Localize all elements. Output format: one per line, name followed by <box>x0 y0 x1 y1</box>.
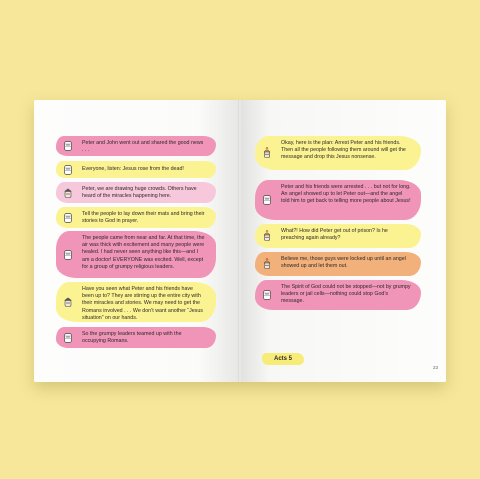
right-page <box>241 100 446 382</box>
scripture-reference: Acts 5 <box>262 353 304 365</box>
bubble-text: Okay, here is the plan: Arrest Peter and his friends. Then all the people following them around will get the message and drop this Jesus nonsense. <box>281 140 406 161</box>
speech-bubble <box>56 182 216 203</box>
roman-soldier-icon <box>261 230 273 242</box>
wrapped-character-icon <box>62 332 74 344</box>
speech-bubble <box>255 280 421 310</box>
wrapped-character-icon <box>62 164 74 176</box>
bubble-text: Everyone, listen: Jesus rose from the dead! <box>82 166 184 172</box>
bubble-text: Peter and his friends were arrested . . . but not for long. An angel showed up to let Peter out—and the angel told him to get back to telling more people about Jesus! <box>281 184 411 205</box>
bubble-text: The Spirit of God could not be stopped—not by grumpy leaders or jail cells—nothing could stop God’s message. <box>281 284 411 305</box>
speech-bubble <box>56 327 216 348</box>
bubble-text: The people came from near and far. At that time, the air was thick with excitement and many people were healed. I had never seen anything like this—and I am a doctor! EVERYONE was excited. Well, except for a group of grumpy religious leaders. <box>82 235 205 270</box>
speech-bubble <box>255 180 421 220</box>
speech-bubble <box>255 224 421 248</box>
left-page <box>34 100 239 382</box>
leader-hat-icon <box>62 296 74 308</box>
bubble-text: So the grumpy leaders teamed up with the occupying Romans. <box>82 331 182 345</box>
bubble-text: Peter and John went out and shared the good news . . . <box>82 140 204 154</box>
wrapped-character-icon <box>62 140 74 152</box>
wrapped-character-icon <box>261 194 273 206</box>
wrapped-character-icon <box>261 289 273 301</box>
roman-soldier-icon <box>261 258 273 270</box>
wrapped-character-icon <box>62 249 74 261</box>
speech-bubble <box>56 282 216 322</box>
page-number: 23 <box>432 365 438 370</box>
speech-bubble <box>56 231 216 278</box>
speech-bubble <box>56 161 216 178</box>
speech-bubble <box>255 252 421 276</box>
bubble-text: Peter, we are drawing huge crowds. Others have heard of the miracles happening here. <box>82 186 197 200</box>
leader-hat-icon <box>62 187 74 199</box>
speech-bubble <box>56 136 216 156</box>
open-book <box>34 100 446 382</box>
bubble-text: Have you seen what Peter and his friends have been up to? They are stirring up the entire city with their miracles and stories. We may need to get the Romans involved . . . We don’t want another “Jesus situation” on our hands. <box>82 286 203 321</box>
speech-bubble <box>255 136 421 170</box>
speech-bubble <box>56 207 216 228</box>
bubble-text: Tell the people to lay down their mats and bring their stories to God in prayer. <box>82 211 205 225</box>
bubble-text: What?! How did Peter get out of prison? Is he preaching again already? <box>281 228 388 242</box>
roman-soldier-icon <box>261 147 273 159</box>
bubble-text: Believe me, those guys were locked up until an angel showed up and let them out. <box>281 256 406 270</box>
wrapped-character-icon <box>62 212 74 224</box>
